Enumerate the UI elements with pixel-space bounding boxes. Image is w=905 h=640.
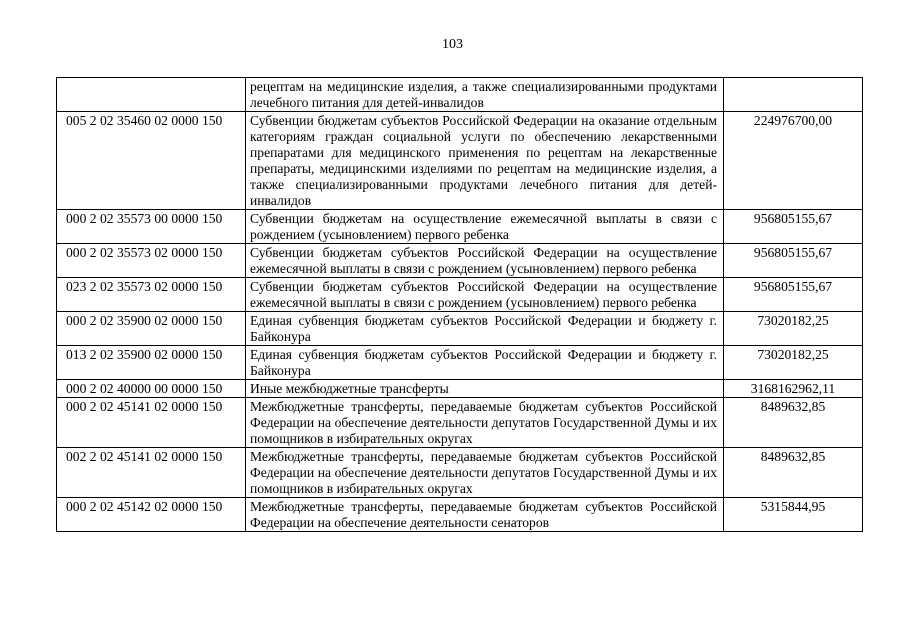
row-sum-cell: 8489632,85	[724, 398, 863, 448]
row-code-cell: 005 2 02 35460 02 0000 150	[57, 112, 246, 210]
row-name-cell: Единая субвенция бюджетам субъектов Российской Федерации и бюджету г. Байконура	[246, 346, 724, 380]
row-name-cell: Субвенции бюджетам субъектов Российской Федерации на оказание отдельным категориям граждан социальной услуги по обеспечению лекарственными препаратами для медицинского применения по рецептам на лекарственные препараты, медицинскими изделиями по рецептам на медицинские изделия, а также специализированными продуктами лечебного питания для детей-инвалидов	[246, 112, 724, 210]
row-sum-cell: 5315844,95	[724, 498, 863, 532]
row-name-cell: Субвенции бюджетам субъектов Российской Федерации на осуществление ежемесячной выплаты в связи с рождением (усыновлением) первого ребенка	[246, 244, 724, 278]
row-sum-cell: 3168162962,11	[724, 380, 863, 398]
row-name-cell: Межбюджетные трансферты, передаваемые бюджетам субъектов Российской Федерации на обеспечение деятельности депутатов Государственной Думы и их помощников в избирательных округах	[246, 448, 724, 498]
table-row	[57, 448, 863, 498]
row-name-cell: Иные межбюджетные трансферты	[246, 380, 724, 398]
row-code-cell: 000 2 02 35573 00 0000 150	[57, 210, 246, 244]
row-sum-cell: 8489632,85	[724, 448, 863, 498]
page-number: 103	[442, 37, 463, 52]
row-code-cell: 000 2 02 40000 00 0000 150	[57, 380, 246, 398]
table-row	[57, 210, 863, 244]
row-code-cell: 000 2 02 45141 02 0000 150	[57, 398, 246, 448]
row-code-cell: 000 2 02 45142 02 0000 150	[57, 498, 246, 532]
table-row	[57, 244, 863, 278]
table-row	[57, 380, 863, 398]
row-name-cell: рецептам на медицинские изделия, а также специализированными продуктами лечебного питания для детей-инвалидов	[246, 78, 724, 112]
row-name-cell: Единая субвенция бюджетам субъектов Российской Федерации и бюджету г. Байконура	[246, 312, 724, 346]
row-sum-cell: 73020182,25	[724, 346, 863, 380]
row-sum-cell: 73020182,25	[724, 312, 863, 346]
table-row	[57, 346, 863, 380]
row-sum-cell	[724, 78, 863, 112]
table-row	[57, 278, 863, 312]
row-code-cell: 000 2 02 35573 02 0000 150	[57, 244, 246, 278]
table-body	[57, 78, 863, 532]
table-row	[57, 78, 863, 112]
row-sum-cell: 224976700,00	[724, 112, 863, 210]
row-name-cell: Субвенции бюджетам на осуществление ежемесячной выплаты в связи с рождением (усыновлением) первого ребенка	[246, 210, 724, 244]
row-sum-cell: 956805155,67	[724, 278, 863, 312]
row-code-cell: 023 2 02 35573 02 0000 150	[57, 278, 246, 312]
budget-table	[56, 77, 863, 532]
row-name-cell: Межбюджетные трансферты, передаваемые бюджетам субъектов Российской Федерации на обеспечение деятельности депутатов Государственной Думы и их помощников в избирательных округах	[246, 398, 724, 448]
row-sum-cell: 956805155,67	[724, 210, 863, 244]
row-name-cell: Межбюджетные трансферты, передаваемые бюджетам субъектов Российской Федерации на обеспечение деятельности сенаторов	[246, 498, 724, 532]
table-row	[57, 398, 863, 448]
row-code-cell: 000 2 02 35900 02 0000 150	[57, 312, 246, 346]
row-code-cell: 013 2 02 35900 02 0000 150	[57, 346, 246, 380]
table-row	[57, 498, 863, 532]
table-row	[57, 312, 863, 346]
table-row	[57, 112, 863, 210]
row-code-cell: 002 2 02 45141 02 0000 150	[57, 448, 246, 498]
row-code-cell	[57, 78, 246, 112]
row-name-cell: Субвенции бюджетам субъектов Российской Федерации на осуществление ежемесячной выплаты в связи с рождением (усыновлением) первого ребенка	[246, 278, 724, 312]
row-sum-cell: 956805155,67	[724, 244, 863, 278]
